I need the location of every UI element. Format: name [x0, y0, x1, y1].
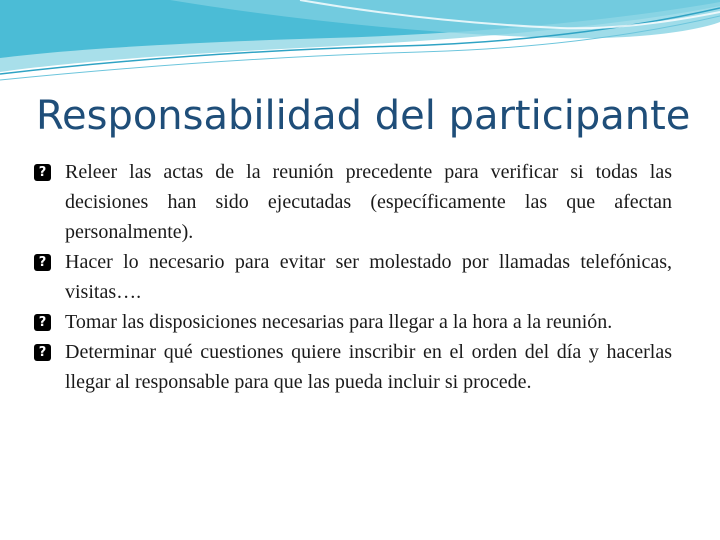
replacement-character-icon: ? — [34, 344, 51, 361]
bullet-list — [34, 157, 672, 397]
bullet-text-3: Tomar las disposiciones necesarias para llegar a la hora a la reunión. — [65, 311, 613, 333]
bullet-item-3 — [34, 307, 672, 337]
replacement-character-icon: ? — [34, 164, 51, 181]
page-title: Responsabilidad del participante — [36, 93, 691, 139]
bullet-text-1: Releer las actas de la reunión precedente para verificar si todas las decisiones han sido ejecutadas (específicamente las que afectan personalmente). — [65, 161, 672, 243]
header-wave-decoration — [0, 0, 720, 90]
bullet-item-2 — [34, 247, 672, 307]
replacement-character-icon: ? — [34, 314, 51, 331]
bullet-text-2: Hacer lo necesario para evitar ser molestado por llamadas telefónicas, visitas…. — [65, 251, 672, 303]
replacement-character-icon: ? — [34, 254, 51, 271]
bullet-text-4: Determinar qué cuestiones quiere inscribir en el orden del día y hacerlas llegar al responsable para que las pueda incluir si procede. — [65, 341, 672, 393]
bullet-item-4 — [34, 337, 672, 397]
bullet-item-1 — [34, 157, 672, 247]
